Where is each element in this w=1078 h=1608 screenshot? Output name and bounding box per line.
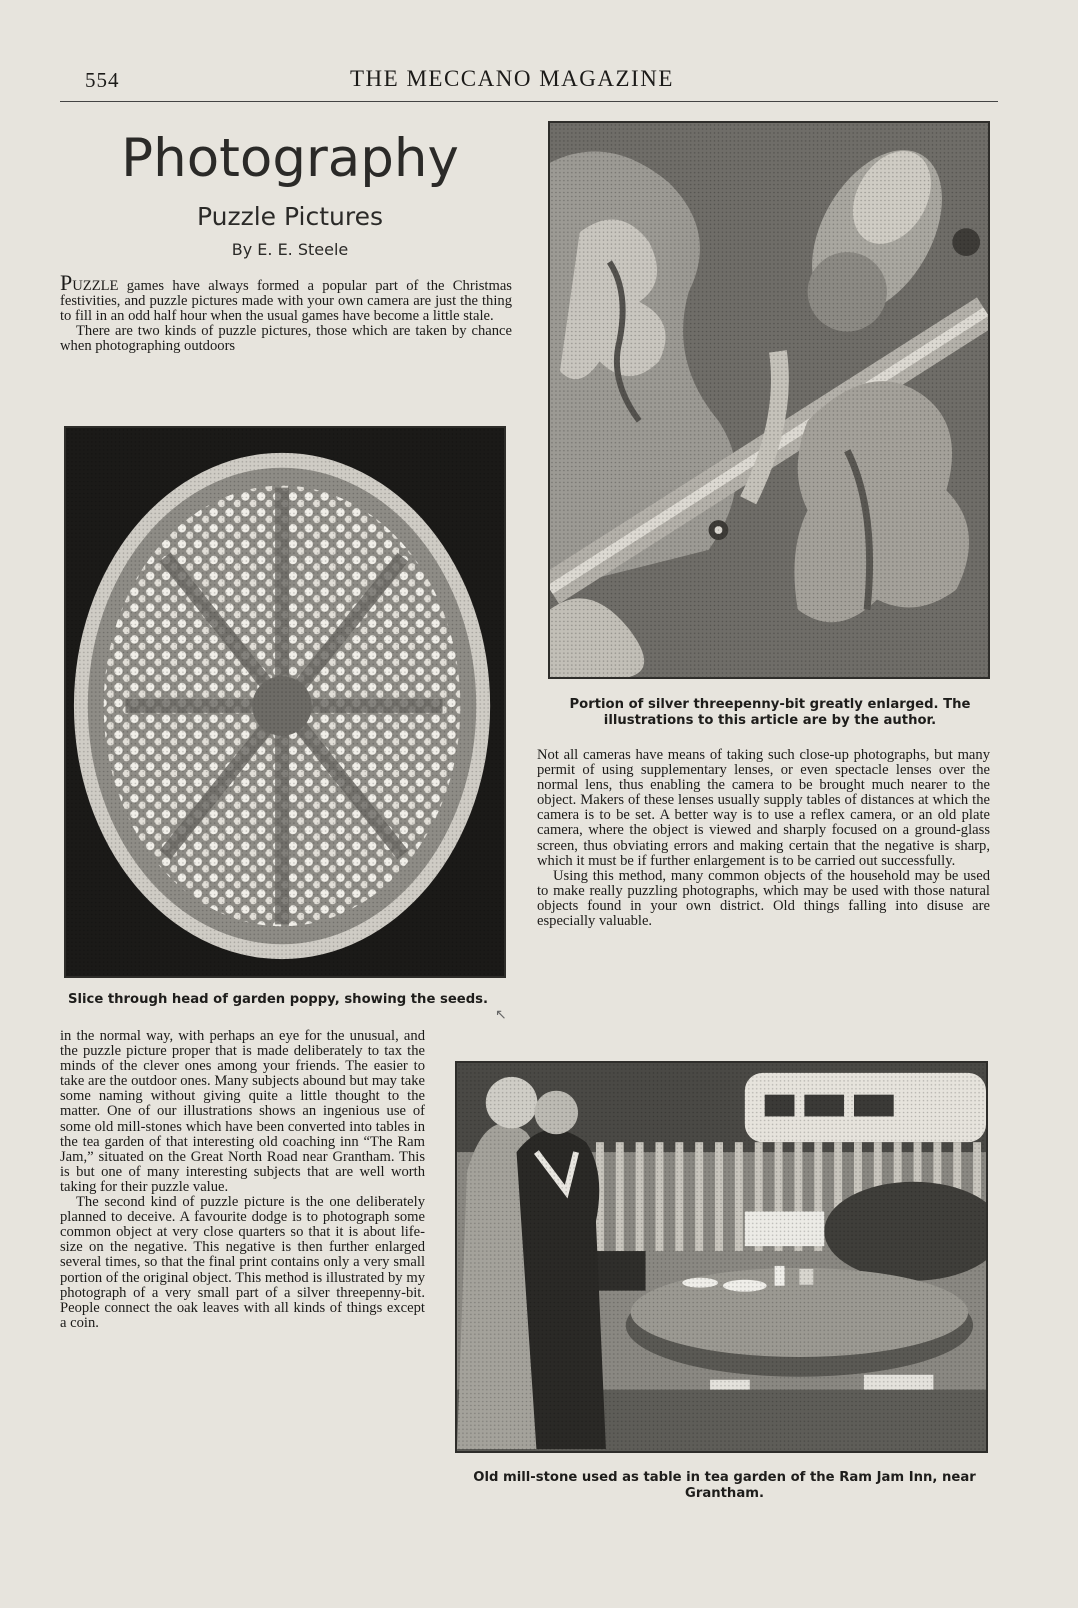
- right-paragraph-2: Using this method, many common objects of the household may be used to make really puzzling photographs, which may be used with those natural objects found in your own district. Old things falling into disuse are especially valuable.: [537, 867, 990, 930]
- millstone-photo: [455, 1061, 988, 1453]
- article-byline: By E. E. Steele: [231, 240, 349, 259]
- left-paragraph-2: The second kind of puzzle picture is the one deliberately planned to deceive. A favourite dodge is to photograph some common object at very close quarters so that it is about life-size on the negative. This negative is then further enlarged several times, so that the final print contains only a very small portion of the original object. This method is illustrated by my photograph of a very small part of a silver threepenny-bit. People connect the oak leaves with all kinds of things except a coin.: [60, 1194, 425, 1331]
- coin-caption: Portion of silver threepenny-bit greatly enlarged. The illustrations to this article are by the author.: [569, 697, 971, 728]
- poppy-photo: [64, 426, 506, 978]
- left-paragraph-1: in the normal way, with perhaps an eye for the unusual, and the puzzle picture proper that is made deliberately to tax the minds of the clever ones among your friends. The easier to take are the outdoor ones. Many subjects abound but may take some naming without giving quite a little thought to the matter. One of our illustrations shows an ingenious use of some old mill-stones which have been converted into tables in the tea garden of that interesting old coaching inn “The Ram Jam,” situated on the Great North Road near Grantham. This is but one of many interesting subjects that are well worth taking for their puzzle value.: [60, 1028, 425, 1195]
- poppy-seed-head-image: [66, 428, 504, 976]
- intro-paragraph-1: [60, 270, 512, 325]
- drop-cap: P: [60, 270, 73, 295]
- article-subtitle: Puzzle Pictures: [197, 202, 383, 231]
- page-number: 554: [85, 68, 120, 92]
- magazine-title: THE MECCANO MAGAZINE: [350, 66, 674, 91]
- intro-paragraph-2: There are two kinds of puzzle pictures, those which are taken by chance when photographing outdoors: [60, 323, 512, 355]
- millstone-caption: Old mill-stone used as table in tea garden of the Ram Jam Inn, near Grantham.: [473, 1470, 976, 1501]
- coin-photo: [548, 121, 990, 679]
- tea-garden-scene-image: [457, 1063, 986, 1451]
- right-column-text: [537, 748, 990, 929]
- header-rule: [60, 101, 998, 102]
- right-paragraph-1: Not all cameras have means of taking such close-up photographs, but many permit of using supplementary lenses, or even spectacle lenses over the normal lens, thus enabling the camera to be brought much nearer to the object. Makers of these lenses usually supply tables of distances at which the camera is to be set. A better way is to use a reflex camera, or an old plate camera, where the object is viewed and sharply focused on a ground-glass screen, thus obviating errors and making certain that the negative is sharp, which it must be if further enlargement is to be carried out successfully.: [537, 747, 990, 869]
- intro-paragraph-1-text: UZZLE games have always formed a popular part of the Christmas festivities, and puzzle pictures made with your own camera are just the thing to fill in an odd half hour when the usual games have become a little stale.: [60, 278, 512, 325]
- oak-leaf-engraving-image: [550, 123, 988, 677]
- poppy-caption: Slice through head of garden poppy, showing the seeds.: [67, 992, 489, 1007]
- left-column-text: [60, 1029, 425, 1331]
- article-title: Photography: [121, 128, 459, 189]
- intro-text: [60, 270, 512, 355]
- printer-mark: ↖: [495, 1008, 507, 1023]
